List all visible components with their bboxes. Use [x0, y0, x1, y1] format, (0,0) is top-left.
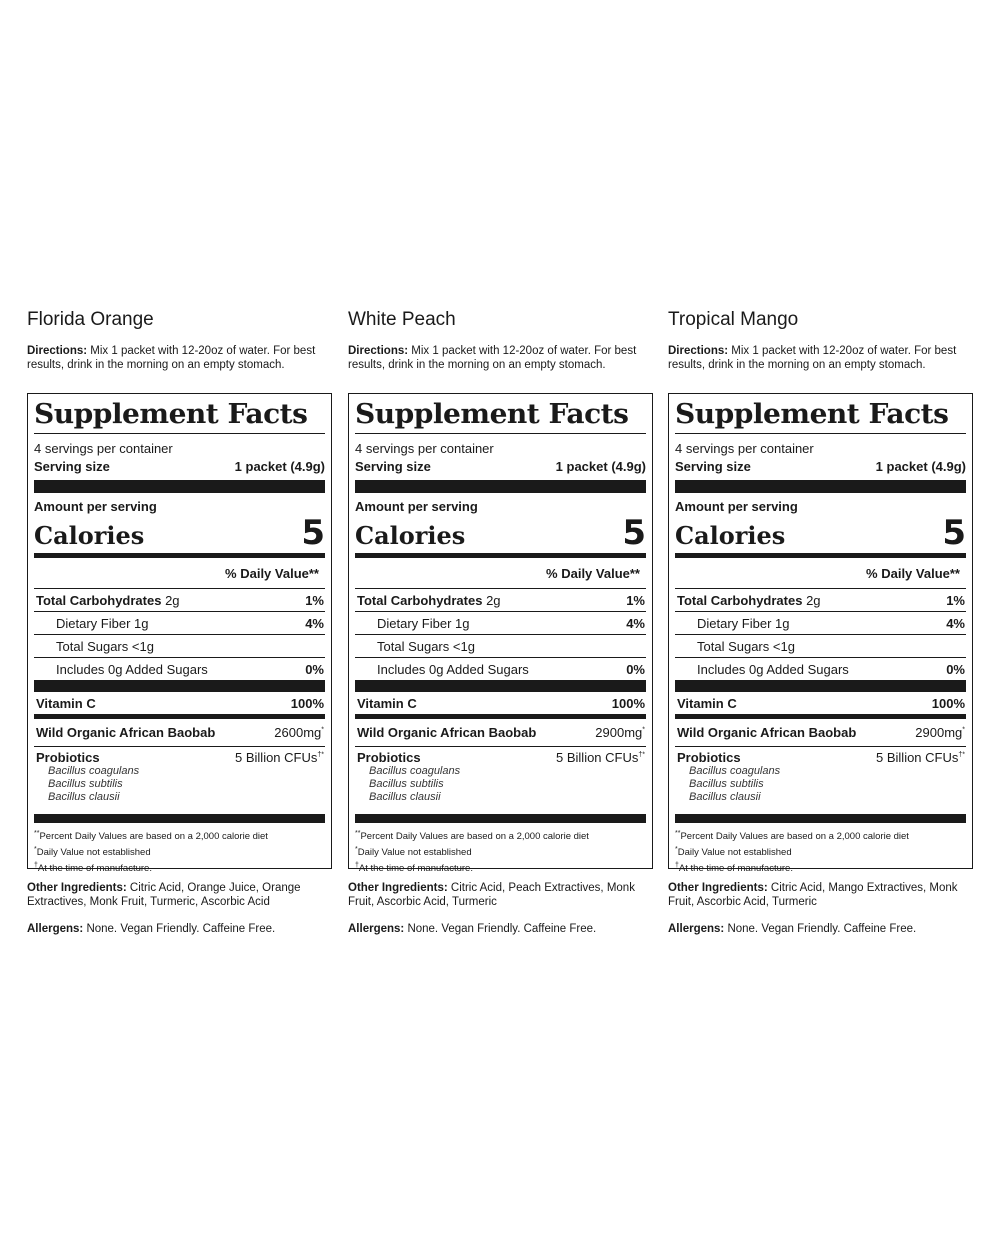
vitamin-c-dv: 100% — [611, 695, 645, 711]
serving-size-value: 1 packet (4.9g) — [875, 458, 966, 474]
amount-per-serving: Amount per serving — [675, 499, 798, 514]
footnote — [34, 859, 325, 875]
footnote — [675, 827, 966, 843]
vitamin-c-dv: 100% — [931, 695, 965, 711]
directions-text — [348, 344, 653, 372]
serving-size-row — [34, 457, 325, 475]
vitamin-c-label: Vitamin C — [677, 695, 737, 711]
nutrient-row-total-carbs — [355, 589, 646, 612]
divider-thick — [355, 814, 646, 823]
flavor-column — [27, 308, 332, 936]
strain-item: Bacillus coagulans — [689, 765, 781, 777]
nutrient-row-added-sugars — [355, 658, 646, 680]
strain-item: Bacillus coagulans — [369, 765, 461, 777]
panel-title: Supplement Facts — [355, 399, 629, 430]
calories-value: 5 — [301, 513, 325, 553]
baobab-mark: * — [642, 726, 645, 734]
footnote-text: Daily Value not established — [677, 847, 792, 859]
probiotics-mark: †* — [317, 751, 324, 759]
allergens-label: Allergens: — [348, 923, 405, 935]
allergens — [668, 922, 973, 936]
servings-per-container — [34, 439, 325, 457]
nutrient-row-vitamin-c — [355, 692, 646, 714]
calories-row — [675, 515, 966, 551]
flavor-title: Tropical Mango — [668, 309, 799, 330]
daily-value-header: % Daily Value** — [355, 558, 646, 589]
panel-title: Supplement Facts — [675, 399, 949, 430]
probiotics-mark: †* — [958, 751, 965, 759]
nutrient-row-fiber — [355, 612, 646, 635]
allergens — [348, 922, 653, 936]
nutrient-row-vitamin-c — [34, 692, 325, 714]
serving-size-row — [355, 457, 646, 475]
vitamin-c-label: Vitamin C — [36, 695, 96, 711]
calories-label: Calories — [355, 521, 466, 550]
other-ingredients — [27, 881, 332, 909]
footnotes — [34, 827, 325, 875]
supplement-facts-panel — [348, 393, 653, 875]
serving-size-value: 1 packet (4.9g) — [555, 458, 646, 474]
total-carbs-label: Total Carbohydrates — [36, 592, 162, 608]
divider-thick — [355, 680, 646, 692]
probiotics-block — [355, 750, 646, 812]
vitamin-c-dv: 100% — [290, 695, 324, 711]
footnote-mark: ** — [355, 830, 361, 837]
servings-per-container — [355, 439, 646, 457]
nutrient-row-sugars — [34, 635, 325, 658]
footnote-mark: * — [355, 846, 358, 854]
nutrient-row-baobab — [34, 719, 325, 747]
strain-item: Bacillus coagulans — [48, 765, 140, 777]
total-carbs-amount: 2g — [806, 592, 821, 608]
other-ingredients — [668, 881, 973, 909]
other-ingredients-text: Citric Acid, Peach Extractives, Monk Fruit, Ascorbic Acid, Turmeric — [348, 882, 635, 908]
panel-title: Supplement Facts — [34, 399, 308, 430]
servings-text: 4 servings per container — [675, 440, 814, 456]
probiotics-block — [34, 750, 325, 812]
nutrient-row-baobab — [675, 719, 966, 747]
nutrient-row-total-carbs — [675, 589, 966, 612]
servings-text: 4 servings per container — [355, 440, 494, 456]
footnote — [34, 827, 325, 843]
calories-value: 5 — [622, 513, 646, 553]
footnotes — [355, 827, 646, 875]
footnote-text: Daily Value not established — [36, 847, 151, 859]
nutrient-row-added-sugars — [34, 658, 325, 680]
nutrient-row-sugars — [675, 635, 966, 658]
fiber-label: Dietary Fiber 1g — [377, 615, 470, 631]
sugars-label: Total Sugars <1g — [377, 638, 475, 654]
other-ingredients-text: Citric Acid, Orange Juice, Orange Extractives, Monk Fruit, Turmeric, Ascorbic Acid — [27, 882, 301, 908]
fiber-dv: 4% — [305, 615, 324, 631]
amount-per-serving: Amount per serving — [355, 499, 478, 514]
directions-text — [668, 344, 973, 372]
serving-size-label: Serving size — [34, 458, 110, 474]
footnote-text: At the time of manufacture. — [678, 863, 793, 875]
footnote-text: Daily Value not established — [357, 847, 472, 859]
divider-thick — [34, 814, 325, 823]
nutrient-row-fiber — [34, 612, 325, 635]
nutrient-row-sugars — [355, 635, 646, 658]
nutrient-row-baobab — [355, 719, 646, 747]
footnote-text: Percent Daily Values are based on a 2,000 calorie diet — [39, 831, 268, 843]
total-carbs-label: Total Carbohydrates — [357, 592, 483, 608]
fiber-dv: 4% — [626, 615, 645, 631]
allergens-text: None. Vegan Friendly. Caffeine Free. — [724, 923, 917, 935]
footnote-mark: † — [355, 862, 359, 870]
allergens-text: None. Vegan Friendly. Caffeine Free. — [404, 923, 597, 935]
other-ingredients-label: Other Ingredients: — [348, 882, 448, 894]
other-ingredients — [348, 881, 653, 909]
baobab-amount: 2900mg — [915, 725, 963, 740]
probiotics-label: Probiotics — [357, 750, 421, 765]
vitamin-c-label: Vitamin C — [357, 695, 417, 711]
footnote — [675, 843, 966, 859]
baobab-amount: 2900mg — [595, 725, 643, 740]
total-carbs-dv: 1% — [305, 592, 324, 608]
allergens — [27, 922, 332, 936]
divider-thick — [675, 814, 966, 823]
allergens-label: Allergens: — [27, 923, 84, 935]
other-ingredients-label: Other Ingredients: — [668, 882, 768, 894]
divider-thick — [355, 480, 646, 493]
serving-size-row — [675, 457, 966, 475]
directions-body: Mix 1 packet with 12-20oz of water. For best results, drink in the morning on an empty stomach. — [348, 345, 637, 371]
strain-item: Bacillus clausii — [369, 791, 441, 803]
total-carbs-amount: 2g — [165, 592, 180, 608]
calories-row — [355, 515, 646, 551]
footnote — [34, 843, 325, 859]
serving-size-label: Serving size — [355, 458, 431, 474]
daily-value-header: % Daily Value** — [34, 558, 325, 589]
footnote-mark: † — [675, 862, 679, 870]
strain-item: Bacillus clausii — [689, 791, 761, 803]
strain-item: Bacillus subtilis — [48, 778, 123, 790]
divider-thick — [675, 480, 966, 493]
supplement-facts-panel — [27, 393, 332, 875]
serving-size-label: Serving size — [675, 458, 751, 474]
footnote-mark: * — [675, 846, 678, 854]
servings-per-container — [675, 439, 966, 457]
total-carbs-amount: 2g — [486, 592, 501, 608]
baobab-label: Wild Organic African Baobab — [677, 725, 857, 740]
probiotics-mark: †* — [638, 751, 645, 759]
nutrient-row-added-sugars — [675, 658, 966, 680]
footnote-mark: * — [34, 846, 37, 854]
baobab-label: Wild Organic African Baobab — [357, 725, 537, 740]
directions-label: Directions: — [668, 345, 729, 357]
footnote-text: Percent Daily Values are based on a 2,000 calorie diet — [360, 831, 589, 843]
servings-text: 4 servings per container — [34, 440, 173, 456]
other-ingredients-label: Other Ingredients: — [27, 882, 127, 894]
footnote-mark: † — [34, 862, 38, 870]
added-sugars-dv: 0% — [946, 661, 965, 677]
flavor-title: White Peach — [348, 309, 456, 330]
sugars-label: Total Sugars <1g — [697, 638, 795, 654]
baobab-amount: 2600mg — [274, 725, 322, 740]
allergens-text: None. Vegan Friendly. Caffeine Free. — [83, 923, 276, 935]
baobab-mark: * — [321, 726, 324, 734]
probiotics-block — [675, 750, 966, 812]
flavor-column — [348, 308, 653, 936]
footnote-text: Percent Daily Values are based on a 2,000 calorie diet — [680, 831, 909, 843]
probiotics-value: 5 Billion CFUs — [235, 750, 318, 765]
footnote — [355, 843, 646, 859]
probiotics-value: 5 Billion CFUs — [876, 750, 959, 765]
allergens-label: Allergens: — [668, 923, 725, 935]
footnote — [355, 827, 646, 843]
divider-thick — [34, 680, 325, 692]
strain-item: Bacillus subtilis — [689, 778, 764, 790]
calories-value: 5 — [942, 513, 966, 553]
footnotes — [675, 827, 966, 875]
flavor-title: Florida Orange — [27, 309, 154, 330]
probiotics-label: Probiotics — [677, 750, 741, 765]
footnote-mark: ** — [675, 830, 681, 837]
total-carbs-dv: 1% — [626, 592, 645, 608]
added-sugars-label: Includes 0g Added Sugars — [697, 661, 849, 677]
calories-row — [34, 515, 325, 551]
divider-thick — [675, 680, 966, 692]
sugars-label: Total Sugars <1g — [56, 638, 154, 654]
baobab-label: Wild Organic African Baobab — [36, 725, 216, 740]
calories-label: Calories — [675, 521, 786, 550]
amount-per-serving: Amount per serving — [34, 499, 157, 514]
calories-label: Calories — [34, 521, 145, 550]
nutrient-row-fiber — [675, 612, 966, 635]
flavor-column — [668, 308, 973, 936]
fiber-label: Dietary Fiber 1g — [697, 615, 790, 631]
directions-body: Mix 1 packet with 12-20oz of water. For best results, drink in the morning on an empty stomach. — [668, 345, 957, 371]
footnote — [355, 859, 646, 875]
divider-thick — [34, 480, 325, 493]
strain-item: Bacillus clausii — [48, 791, 120, 803]
total-carbs-dv: 1% — [946, 592, 965, 608]
other-ingredients-text: Citric Acid, Mango Extractives, Monk Fruit, Ascorbic Acid, Turmeric — [668, 882, 958, 908]
footnote — [675, 859, 966, 875]
directions-text — [27, 344, 332, 372]
directions-label: Directions: — [27, 345, 88, 357]
fiber-dv: 4% — [946, 615, 965, 631]
strain-item: Bacillus subtilis — [369, 778, 444, 790]
probiotics-label: Probiotics — [36, 750, 100, 765]
directions-body: Mix 1 packet with 12-20oz of water. For best results, drink in the morning on an empty stomach. — [27, 345, 316, 371]
added-sugars-label: Includes 0g Added Sugars — [377, 661, 529, 677]
directions-label: Directions: — [348, 345, 409, 357]
baobab-mark: * — [962, 726, 965, 734]
nutrient-row-total-carbs — [34, 589, 325, 612]
added-sugars-dv: 0% — [305, 661, 324, 677]
probiotics-value: 5 Billion CFUs — [556, 750, 639, 765]
added-sugars-label: Includes 0g Added Sugars — [56, 661, 208, 677]
serving-size-value: 1 packet (4.9g) — [234, 458, 325, 474]
added-sugars-dv: 0% — [626, 661, 645, 677]
nutrient-row-vitamin-c — [675, 692, 966, 714]
footnote-text: At the time of manufacture. — [37, 863, 152, 875]
daily-value-header: % Daily Value** — [675, 558, 966, 589]
fiber-label: Dietary Fiber 1g — [56, 615, 149, 631]
footnote-mark: ** — [34, 830, 40, 837]
supplement-facts-panel — [668, 393, 973, 875]
total-carbs-label: Total Carbohydrates — [677, 592, 803, 608]
footnote-text: At the time of manufacture. — [358, 863, 473, 875]
